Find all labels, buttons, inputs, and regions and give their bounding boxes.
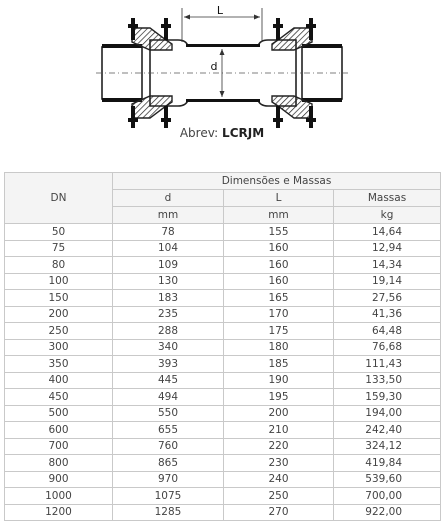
cell-mass: 242,40 [334, 422, 441, 439]
col-header-d: d [113, 190, 224, 207]
cell-dn: 80 [5, 257, 113, 274]
cell-dn: 300 [5, 339, 113, 356]
cell-mass: 700,00 [334, 488, 441, 505]
cell-mass: 14,64 [334, 224, 441, 241]
cell-dn: 350 [5, 356, 113, 373]
cell-dn: 150 [5, 290, 113, 307]
cell-d: 550 [113, 405, 224, 422]
cell-l: 240 [224, 471, 334, 488]
cell-dn: 1200 [5, 504, 113, 521]
cell-dn: 100 [5, 273, 113, 290]
cell-d: 183 [113, 290, 224, 307]
table-row [5, 290, 441, 307]
table-row [5, 339, 441, 356]
cell-d: 288 [113, 323, 224, 340]
cell-mass: 41,36 [334, 306, 441, 323]
cell-d: 1075 [113, 488, 224, 505]
cell-mass: 111,43 [334, 356, 441, 373]
cell-d: 130 [113, 273, 224, 290]
cell-mass: 12,94 [334, 240, 441, 257]
cell-dn: 1000 [5, 488, 113, 505]
table-row [5, 488, 441, 505]
col-header-mass: Massas [334, 190, 441, 207]
table-row [5, 323, 441, 340]
abbreviation-code: LCRJM [222, 126, 265, 140]
cell-mass: 64,48 [334, 323, 441, 340]
col-header-l: L [224, 190, 334, 207]
cell-l: 270 [224, 504, 334, 521]
unit-d: mm [113, 207, 224, 224]
cell-d: 78 [113, 224, 224, 241]
cell-dn: 500 [5, 405, 113, 422]
cell-l: 190 [224, 372, 334, 389]
cell-mass: 14,34 [334, 257, 441, 274]
cell-dn: 75 [5, 240, 113, 257]
cell-mass: 27,56 [334, 290, 441, 307]
table-row [5, 240, 441, 257]
cell-l: 165 [224, 290, 334, 307]
table-row [5, 224, 441, 241]
cell-mass: 324,12 [334, 438, 441, 455]
cell-l: 155 [224, 224, 334, 241]
table-row [5, 455, 441, 472]
cell-d: 393 [113, 356, 224, 373]
abbreviation-caption [0, 126, 444, 140]
table-row [5, 389, 441, 406]
cell-d: 865 [113, 455, 224, 472]
cell-dn: 450 [5, 389, 113, 406]
cell-d: 104 [113, 240, 224, 257]
table-row [5, 356, 441, 373]
cell-dn: 400 [5, 372, 113, 389]
cell-l: 175 [224, 323, 334, 340]
cell-mass: 19,14 [334, 273, 441, 290]
diameter-label: d [210, 60, 218, 73]
group-header: Dimensões e Massas [113, 173, 441, 190]
cell-l: 195 [224, 389, 334, 406]
cell-d: 445 [113, 372, 224, 389]
cell-l: 180 [224, 339, 334, 356]
cell-mass: 159,30 [334, 389, 441, 406]
table-row [5, 273, 441, 290]
cell-l: 230 [224, 455, 334, 472]
table-row [5, 257, 441, 274]
cell-d: 970 [113, 471, 224, 488]
cell-d: 655 [113, 422, 224, 439]
table-row [5, 405, 441, 422]
length-dimension [182, 4, 262, 42]
cell-l: 160 [224, 240, 334, 257]
cell-mass: 419,84 [334, 455, 441, 472]
cell-mass: 539,60 [334, 471, 441, 488]
cell-mass: 922,00 [334, 504, 441, 521]
cell-l: 200 [224, 405, 334, 422]
cell-l: 220 [224, 438, 334, 455]
cell-d: 760 [113, 438, 224, 455]
dn-header: DN [5, 173, 113, 224]
cell-l: 185 [224, 356, 334, 373]
cell-d: 1285 [113, 504, 224, 521]
table-row [5, 438, 441, 455]
cell-l: 160 [224, 273, 334, 290]
cell-dn: 700 [5, 438, 113, 455]
cell-d: 494 [113, 389, 224, 406]
abbreviation-prefix: Abrev: [179, 126, 219, 140]
cell-l: 170 [224, 306, 334, 323]
unit-mass: kg [334, 207, 441, 224]
length-label: L [216, 4, 224, 17]
cell-l: 210 [224, 422, 334, 439]
cell-dn: 800 [5, 455, 113, 472]
cell-mass: 194,00 [334, 405, 441, 422]
cell-l: 160 [224, 257, 334, 274]
dimensions-table [4, 172, 441, 521]
table-row [5, 504, 441, 521]
table-row [5, 422, 441, 439]
cell-dn: 600 [5, 422, 113, 439]
cell-d: 109 [113, 257, 224, 274]
cell-dn: 250 [5, 323, 113, 340]
cell-d: 340 [113, 339, 224, 356]
table-row [5, 471, 441, 488]
table-row [5, 372, 441, 389]
cell-mass: 133,50 [334, 372, 441, 389]
table-row [5, 306, 441, 323]
cell-d: 235 [113, 306, 224, 323]
cell-dn: 50 [5, 224, 113, 241]
cell-mass: 76,68 [334, 339, 441, 356]
unit-l: mm [224, 207, 334, 224]
cell-l: 250 [224, 488, 334, 505]
cell-dn: 900 [5, 471, 113, 488]
cell-dn: 200 [5, 306, 113, 323]
